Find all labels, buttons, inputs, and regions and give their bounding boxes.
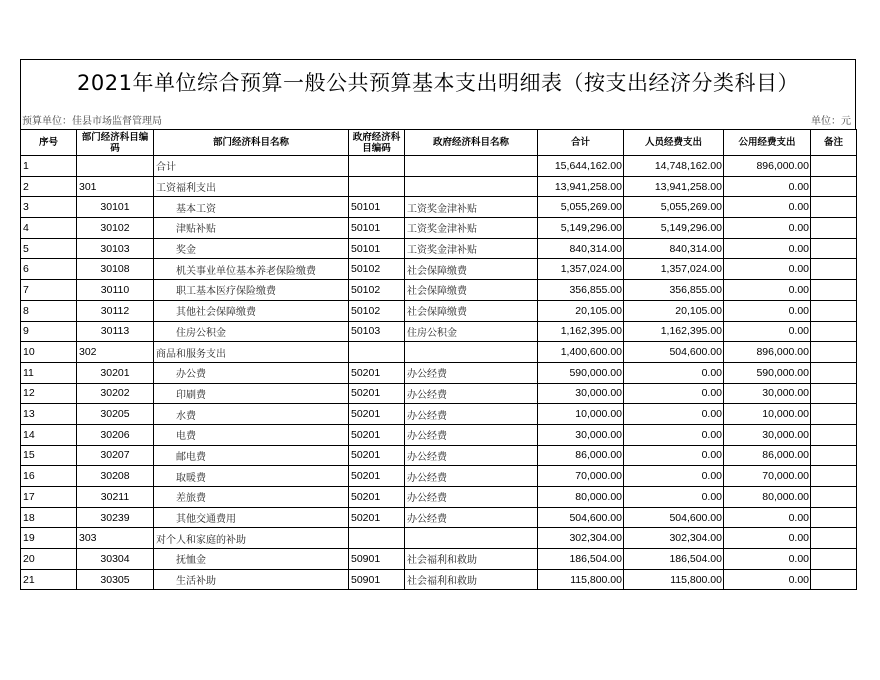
table-row (21, 487, 857, 508)
cell-seq: 14 (21, 424, 77, 445)
cell-public: 86,000.00 (724, 445, 811, 466)
cell-total: 5,055,269.00 (538, 197, 624, 218)
cell-dept-name: 商品和服务支出 (154, 342, 349, 363)
table-row (21, 404, 857, 425)
cell-gov-name (405, 342, 538, 363)
cell-dept-name: 生活补助 (154, 569, 349, 590)
cell-gov-name: 办公经费 (405, 466, 538, 487)
cell-gov-code: 50101 (349, 238, 405, 259)
cell-seq: 15 (21, 445, 77, 466)
cell-dept-name: 津贴补贴 (154, 218, 349, 239)
cell-seq: 18 (21, 507, 77, 528)
table-body (21, 156, 857, 590)
table-row (21, 156, 857, 177)
cell-personnel: 840,314.00 (624, 238, 724, 259)
cell-total: 115,800.00 (538, 569, 624, 590)
cell-gov-name (405, 528, 538, 549)
cell-remark (811, 342, 857, 363)
cell-gov-code: 50102 (349, 259, 405, 280)
cell-personnel: 0.00 (624, 466, 724, 487)
cell-personnel: 20,105.00 (624, 300, 724, 321)
cell-dept-code: 30305 (77, 569, 154, 590)
cell-public: 30,000.00 (724, 383, 811, 404)
cell-public: 896,000.00 (724, 156, 811, 177)
table-row (21, 507, 857, 528)
cell-public: 30,000.00 (724, 424, 811, 445)
cell-personnel: 0.00 (624, 362, 724, 383)
table-title-box (20, 59, 856, 103)
cell-total: 356,855.00 (538, 280, 624, 301)
cell-gov-code: 50102 (349, 280, 405, 301)
cell-gov-name: 工资奖金津补贴 (405, 238, 538, 259)
cell-dept-name: 基本工资 (154, 197, 349, 218)
cell-seq: 3 (21, 197, 77, 218)
cell-personnel: 115,800.00 (624, 569, 724, 590)
cell-dept-name: 印刷费 (154, 383, 349, 404)
cell-remark (811, 259, 857, 280)
cell-remark (811, 362, 857, 383)
cell-public: 0.00 (724, 569, 811, 590)
cell-gov-name: 社会保障缴费 (405, 280, 538, 301)
header-remark: 备注 (811, 130, 857, 156)
cell-dept-code: 30110 (77, 280, 154, 301)
header-row (21, 130, 857, 156)
cell-public: 0.00 (724, 280, 811, 301)
cell-dept-code: 30239 (77, 507, 154, 528)
cell-seq: 12 (21, 383, 77, 404)
cell-seq: 8 (21, 300, 77, 321)
cell-remark (811, 197, 857, 218)
cell-total: 5,149,296.00 (538, 218, 624, 239)
cell-total: 504,600.00 (538, 507, 624, 528)
cell-seq: 11 (21, 362, 77, 383)
cell-gov-code: 50201 (349, 362, 405, 383)
cell-remark (811, 280, 857, 301)
budget-table (20, 129, 857, 590)
header-dept-code: 部门经济科目编码 (77, 130, 154, 156)
cell-personnel: 14,748,162.00 (624, 156, 724, 177)
cell-gov-code: 50201 (349, 487, 405, 508)
cell-public: 0.00 (724, 300, 811, 321)
cell-public: 70,000.00 (724, 466, 811, 487)
cell-gov-code: 50102 (349, 300, 405, 321)
cell-personnel: 5,055,269.00 (624, 197, 724, 218)
cell-seq: 2 (21, 176, 77, 197)
cell-total: 20,105.00 (538, 300, 624, 321)
cell-remark (811, 321, 857, 342)
cell-remark (811, 383, 857, 404)
cell-dept-code: 30211 (77, 487, 154, 508)
cell-personnel: 0.00 (624, 445, 724, 466)
cell-gov-name: 社会保障缴费 (405, 300, 538, 321)
cell-total: 840,314.00 (538, 238, 624, 259)
cell-seq: 20 (21, 549, 77, 570)
cell-gov-code (349, 342, 405, 363)
cell-gov-code: 50101 (349, 197, 405, 218)
cell-total: 10,000.00 (538, 404, 624, 425)
cell-dept-name: 其他社会保障缴费 (154, 300, 349, 321)
budget-sheet (20, 59, 856, 590)
budget-unit-label: 预算单位：佳县市场监督管理局 (22, 116, 162, 127)
cell-gov-name: 社会保障缴费 (405, 259, 538, 280)
cell-remark (811, 528, 857, 549)
cell-total: 15,644,162.00 (538, 156, 624, 177)
cell-gov-code: 50201 (349, 404, 405, 425)
table-row (21, 528, 857, 549)
cell-gov-code (349, 176, 405, 197)
cell-total: 70,000.00 (538, 466, 624, 487)
cell-remark (811, 300, 857, 321)
table-row (21, 321, 857, 342)
cell-seq: 6 (21, 259, 77, 280)
cell-dept-code: 30113 (77, 321, 154, 342)
cell-personnel: 0.00 (624, 383, 724, 404)
table-row (21, 383, 857, 404)
cell-personnel: 5,149,296.00 (624, 218, 724, 239)
cell-public: 0.00 (724, 218, 811, 239)
cell-dept-code: 30208 (77, 466, 154, 487)
cell-dept-code: 303 (77, 528, 154, 549)
cell-seq: 19 (21, 528, 77, 549)
table-row (21, 466, 857, 487)
cell-total: 13,941,258.00 (538, 176, 624, 197)
cell-dept-code: 30207 (77, 445, 154, 466)
cell-public: 80,000.00 (724, 487, 811, 508)
cell-dept-name: 其他交通费用 (154, 507, 349, 528)
cell-dept-name: 住房公积金 (154, 321, 349, 342)
cell-seq: 5 (21, 238, 77, 259)
cell-total: 1,400,600.00 (538, 342, 624, 363)
cell-remark (811, 466, 857, 487)
cell-seq: 16 (21, 466, 77, 487)
cell-dept-code: 302 (77, 342, 154, 363)
cell-dept-name: 取暖费 (154, 466, 349, 487)
cell-seq: 4 (21, 218, 77, 239)
cell-dept-name: 邮电费 (154, 445, 349, 466)
header-gov-code: 政府经济科目编码 (349, 130, 405, 156)
header-personnel: 人员经费支出 (624, 130, 724, 156)
cell-gov-code: 50201 (349, 507, 405, 528)
cell-personnel: 0.00 (624, 424, 724, 445)
cell-remark (811, 176, 857, 197)
header-public: 公用经费支出 (724, 130, 811, 156)
cell-dept-code: 30304 (77, 549, 154, 570)
cell-seq: 9 (21, 321, 77, 342)
cell-public: 0.00 (724, 549, 811, 570)
cell-personnel: 356,855.00 (624, 280, 724, 301)
cell-public: 0.00 (724, 321, 811, 342)
cell-public: 0.00 (724, 528, 811, 549)
cell-personnel: 504,600.00 (624, 342, 724, 363)
header-dept-name: 部门经济科目名称 (154, 130, 349, 156)
cell-public: 0.00 (724, 259, 811, 280)
cell-gov-name: 社会福利和救助 (405, 549, 538, 570)
cell-seq: 17 (21, 487, 77, 508)
cell-public: 0.00 (724, 176, 811, 197)
cell-gov-name: 办公经费 (405, 383, 538, 404)
cell-dept-name: 差旅费 (154, 487, 349, 508)
cell-seq: 7 (21, 280, 77, 301)
cell-total: 1,357,024.00 (538, 259, 624, 280)
meta-row (20, 103, 856, 129)
cell-gov-name: 办公经费 (405, 445, 538, 466)
cell-dept-code: 30103 (77, 238, 154, 259)
cell-dept-name: 对个人和家庭的补助 (154, 528, 349, 549)
cell-dept-code: 30112 (77, 300, 154, 321)
cell-total: 1,162,395.00 (538, 321, 624, 342)
cell-personnel: 1,162,395.00 (624, 321, 724, 342)
table-row (21, 362, 857, 383)
cell-dept-name: 水费 (154, 404, 349, 425)
cell-seq: 1 (21, 156, 77, 177)
cell-seq: 10 (21, 342, 77, 363)
cell-dept-name: 办公费 (154, 362, 349, 383)
cell-total: 80,000.00 (538, 487, 624, 508)
header-total: 合计 (538, 130, 624, 156)
table-row (21, 549, 857, 570)
cell-total: 30,000.00 (538, 424, 624, 445)
cell-dept-name: 职工基本医疗保险缴费 (154, 280, 349, 301)
cell-gov-code: 50201 (349, 424, 405, 445)
table-row (21, 259, 857, 280)
cell-total: 30,000.00 (538, 383, 624, 404)
cell-personnel: 1,357,024.00 (624, 259, 724, 280)
cell-total: 302,304.00 (538, 528, 624, 549)
cell-public: 0.00 (724, 197, 811, 218)
cell-gov-code (349, 528, 405, 549)
cell-personnel: 0.00 (624, 487, 724, 508)
cell-gov-name (405, 156, 538, 177)
cell-remark (811, 445, 857, 466)
cell-gov-name: 工资奖金津补贴 (405, 218, 538, 239)
cell-gov-name: 办公经费 (405, 424, 538, 445)
cell-remark (811, 487, 857, 508)
cell-personnel: 186,504.00 (624, 549, 724, 570)
cell-gov-name: 工资奖金津补贴 (405, 197, 538, 218)
table-row (21, 238, 857, 259)
cell-gov-code: 50901 (349, 569, 405, 590)
cell-public: 590,000.00 (724, 362, 811, 383)
cell-public: 10,000.00 (724, 404, 811, 425)
cell-remark (811, 424, 857, 445)
cell-public: 896,000.00 (724, 342, 811, 363)
cell-total: 186,504.00 (538, 549, 624, 570)
header-seq: 序号 (21, 130, 77, 156)
cell-seq: 13 (21, 404, 77, 425)
cell-personnel: 302,304.00 (624, 528, 724, 549)
cell-personnel: 13,941,258.00 (624, 176, 724, 197)
cell-personnel: 0.00 (624, 404, 724, 425)
cell-total: 86,000.00 (538, 445, 624, 466)
cell-dept-code: 301 (77, 176, 154, 197)
cell-remark (811, 238, 857, 259)
cell-gov-code: 50103 (349, 321, 405, 342)
cell-total: 590,000.00 (538, 362, 624, 383)
cell-remark (811, 569, 857, 590)
cell-gov-code: 50201 (349, 445, 405, 466)
cell-seq: 21 (21, 569, 77, 590)
cell-dept-code: 30206 (77, 424, 154, 445)
cell-dept-name: 机关事业单位基本养老保险缴费 (154, 259, 349, 280)
cell-dept-name: 合计 (154, 156, 349, 177)
table-row (21, 569, 857, 590)
currency-unit-label: 单位：元 (811, 116, 851, 127)
table-row (21, 176, 857, 197)
cell-remark (811, 507, 857, 528)
cell-gov-name: 办公经费 (405, 487, 538, 508)
cell-gov-name: 办公经费 (405, 404, 538, 425)
table-row (21, 218, 857, 239)
cell-gov-name: 住房公积金 (405, 321, 538, 342)
cell-gov-code: 50201 (349, 383, 405, 404)
cell-gov-code: 50901 (349, 549, 405, 570)
table-row (21, 197, 857, 218)
table-row (21, 300, 857, 321)
cell-public: 0.00 (724, 507, 811, 528)
table-row (21, 342, 857, 363)
cell-dept-code (77, 156, 154, 177)
cell-gov-code: 50201 (349, 466, 405, 487)
cell-dept-code: 30102 (77, 218, 154, 239)
cell-dept-name: 奖金 (154, 238, 349, 259)
cell-remark (811, 404, 857, 425)
table-row (21, 280, 857, 301)
cell-gov-name: 办公经费 (405, 362, 538, 383)
cell-gov-name: 办公经费 (405, 507, 538, 528)
cell-dept-code: 30201 (77, 362, 154, 383)
cell-dept-code: 30108 (77, 259, 154, 280)
table-row (21, 445, 857, 466)
cell-dept-name: 电费 (154, 424, 349, 445)
table-row (21, 424, 857, 445)
cell-remark (811, 218, 857, 239)
cell-dept-code: 30202 (77, 383, 154, 404)
cell-dept-code: 30205 (77, 404, 154, 425)
cell-remark (811, 156, 857, 177)
cell-remark (811, 549, 857, 570)
cell-public: 0.00 (724, 238, 811, 259)
cell-dept-name: 抚恤金 (154, 549, 349, 570)
cell-gov-code (349, 156, 405, 177)
cell-gov-name: 社会福利和救助 (405, 569, 538, 590)
header-gov-name: 政府经济科目名称 (405, 130, 538, 156)
cell-personnel: 504,600.00 (624, 507, 724, 528)
cell-gov-code: 50101 (349, 218, 405, 239)
cell-gov-name (405, 176, 538, 197)
cell-dept-name: 工资福利支出 (154, 176, 349, 197)
cell-dept-code: 30101 (77, 197, 154, 218)
table-title: 2021年单位综合预算一般公共预算基本支出明细表（按支出经济分类科目） (77, 70, 799, 95)
